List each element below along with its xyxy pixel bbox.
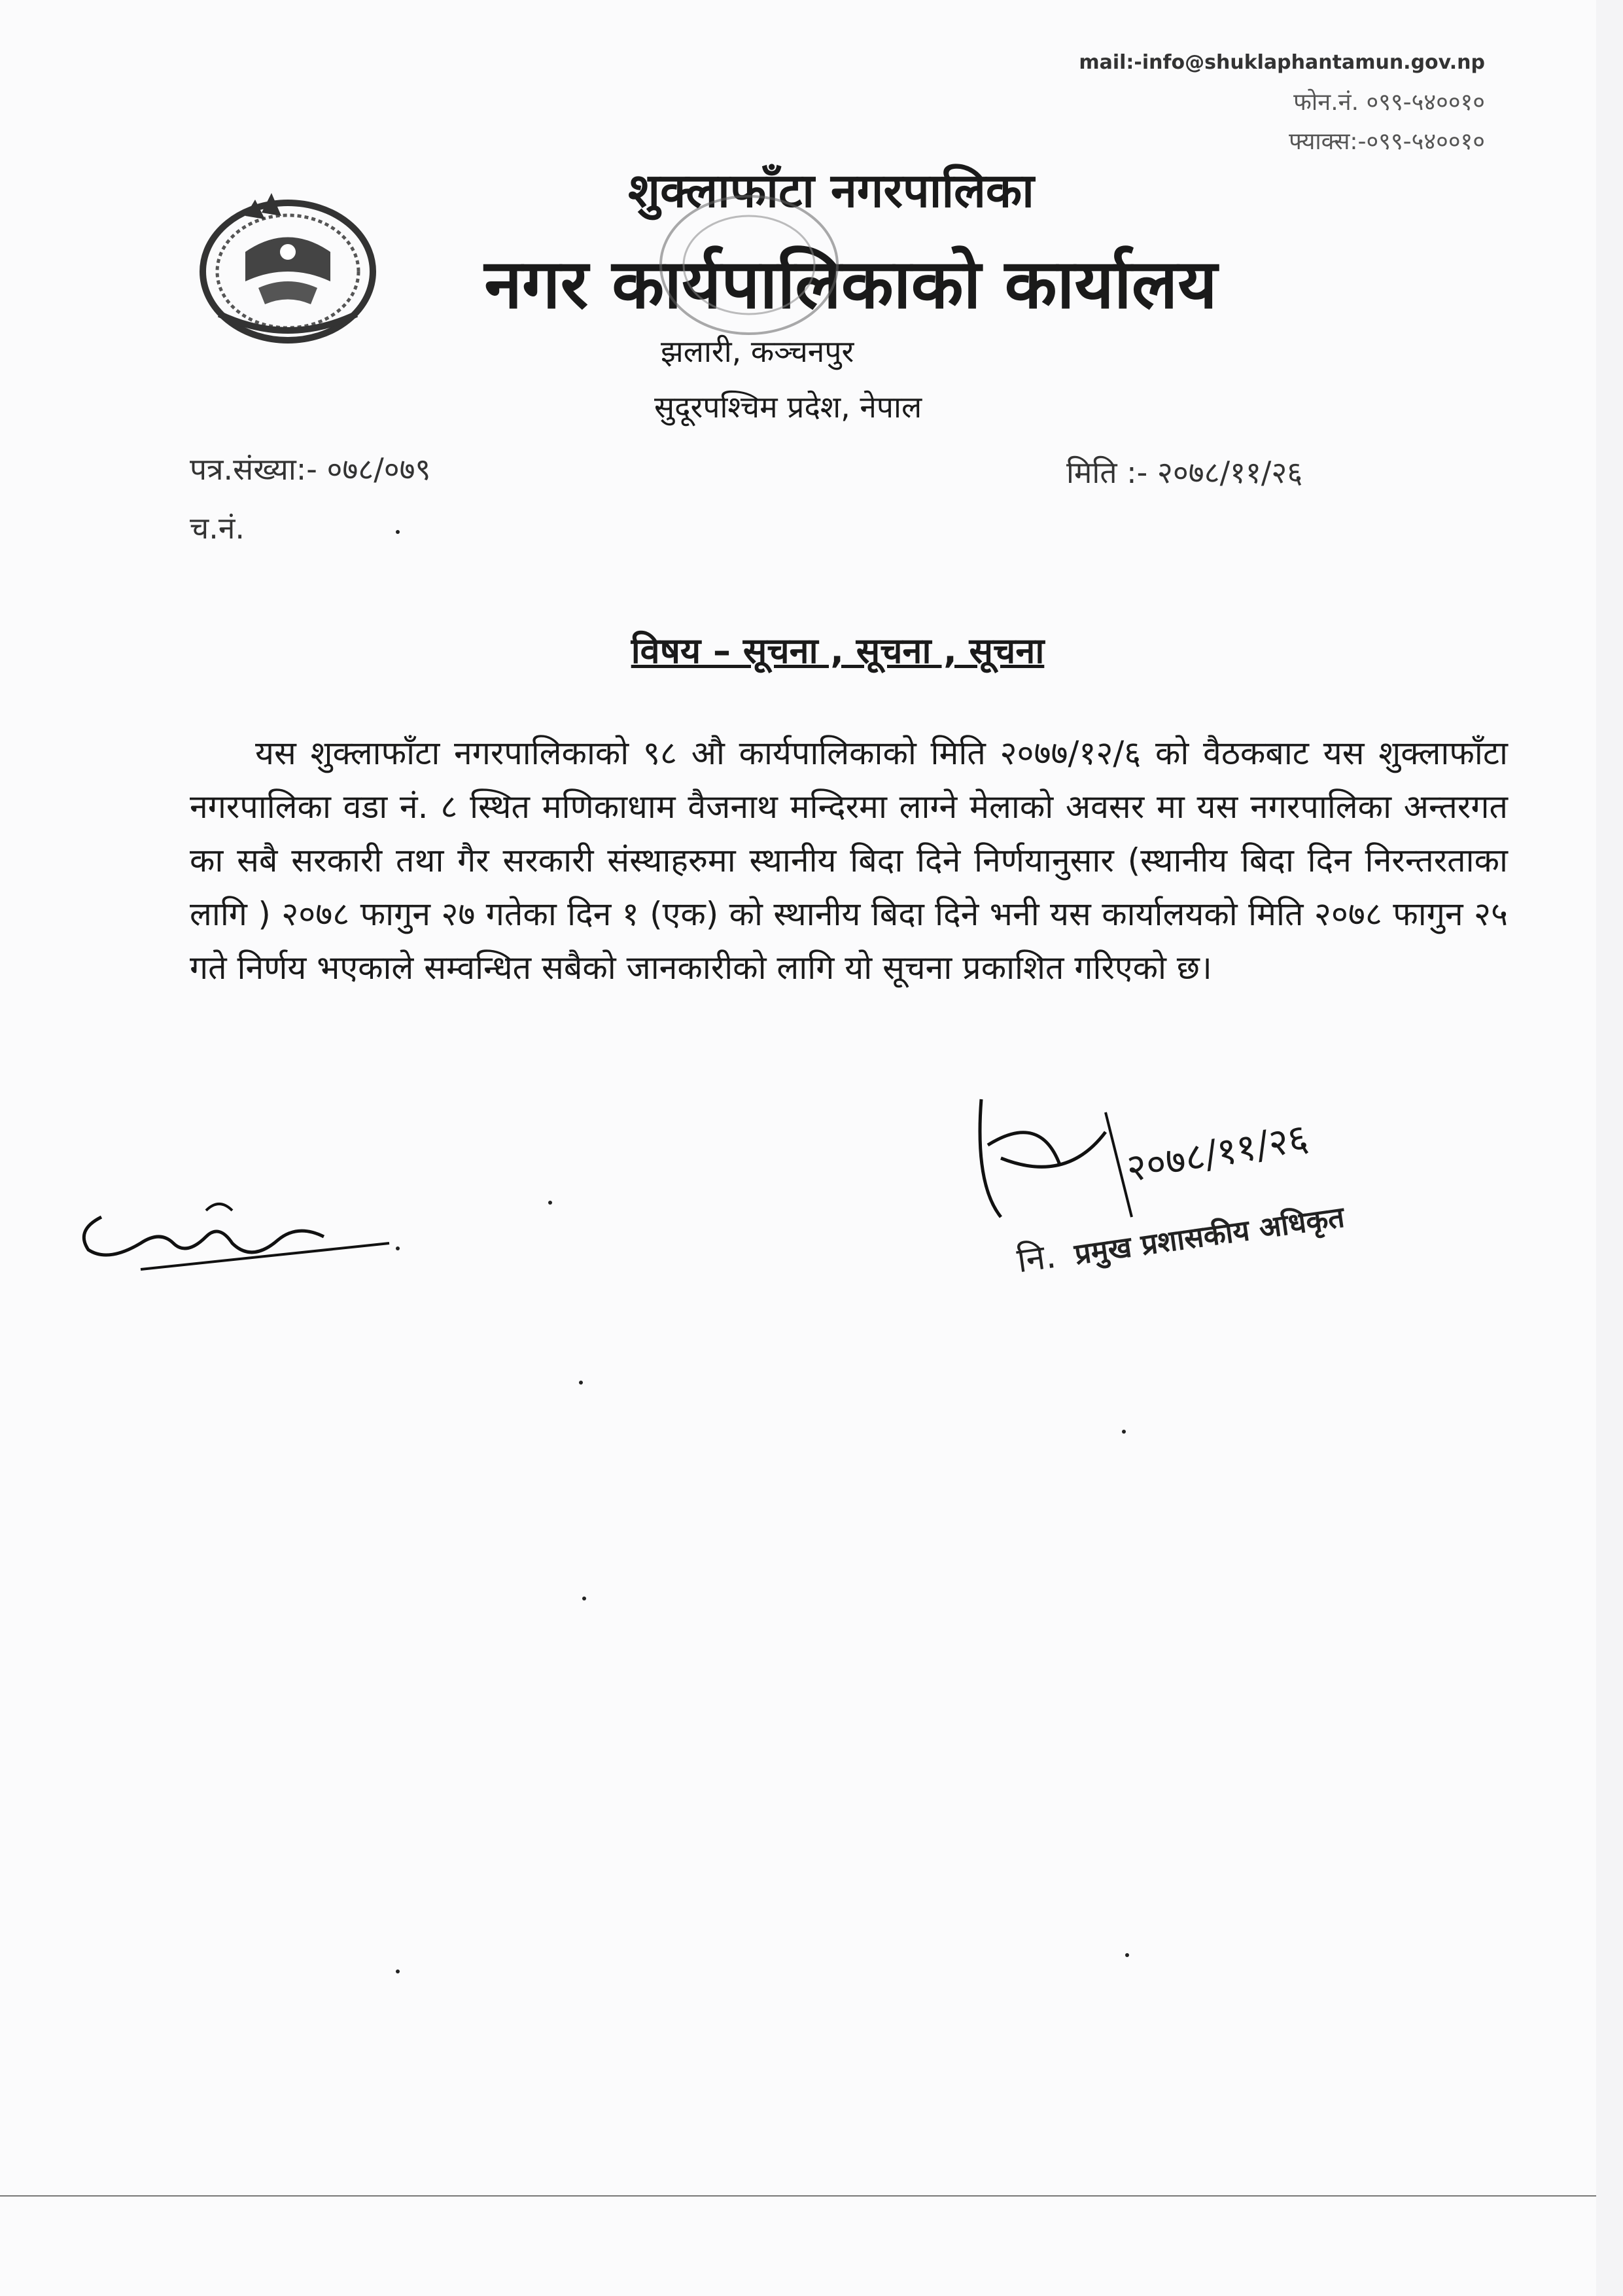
contact-phone: फोन.नं. ०९९-५४००१० [1293,89,1485,116]
municipality-name: शुक्लाफाँटा नगरपालिका [628,163,1034,218]
address-line-1: झलारी, कञ्चनपुर [661,334,854,369]
notice-body: यस शुक्लाफाँटा नगरपालिकाको ९८ औ कार्यपालिकाको मिति २०७७/१२/६ को वैठकबाट यस शुक्लाफाँटा नगरपालिका वडा नं. ८ स्थित मणिकाधाम वैजनाथ मन्दिरमा लाग्ने मेलाको अवसर मा यस नगरपालिका अन्तरगत का सबै सरकारी तथा गैर सरकारी संस्थाहरुमा स्थानीय बिदा दिने निर्णयानुसार (स्थानीय बिदा दिन निरन्तरताका लागि ) २०७८ फागुन २७ गतेका दिन १ (एक) को स्थानीय बिदा दिने भनी यस कार्यालयको मिति २०७८ फागुन २५ गते निर्णय भएकाले सम्वन्धित सबैको जानकारीको लागि यो सूचना प्रकाशित गरिएको छ। [190,734,1508,987]
contact-email: mail:-info@shuklaphantamun.gov.np [1079,51,1485,74]
letter-date: मिति :- २०७८/११/२६ [1066,455,1303,490]
scan-speck [396,530,400,534]
scan-speck [582,1597,586,1600]
designation-title: प्रमुख प्रशासकीय अधिकृत [1072,1200,1347,1272]
scan-speck [548,1201,552,1205]
contact-fax: फ्याक्स:-०९९-५४००१० [1289,128,1485,155]
scan-speck [1125,1953,1129,1957]
initials-signature-icon [62,1171,402,1289]
dispatch-number: च.नं. [190,510,245,546]
office-stamp-icon [654,190,844,340]
reference-number: पत्र.संख्या:- ०७८/०७९ [190,451,431,487]
address-line-2: सुदूरपश्चिम प्रदेश, नेपाल [654,389,922,425]
subject-line: विषय – सूचना , सूचना , सूचना [631,630,1045,671]
scan-speck [579,1381,583,1385]
designation-prefix: नि. [1015,1236,1058,1281]
handwritten-date: २०७८/११/२६ [1123,1115,1312,1191]
scan-speck [1122,1430,1126,1434]
page-bottom-rule [0,2195,1596,2197]
office-title: नगर कार्यपालिकाको कार्यालय [484,244,1217,324]
scan-speck [396,1246,400,1250]
scan-speck [396,1969,400,1973]
